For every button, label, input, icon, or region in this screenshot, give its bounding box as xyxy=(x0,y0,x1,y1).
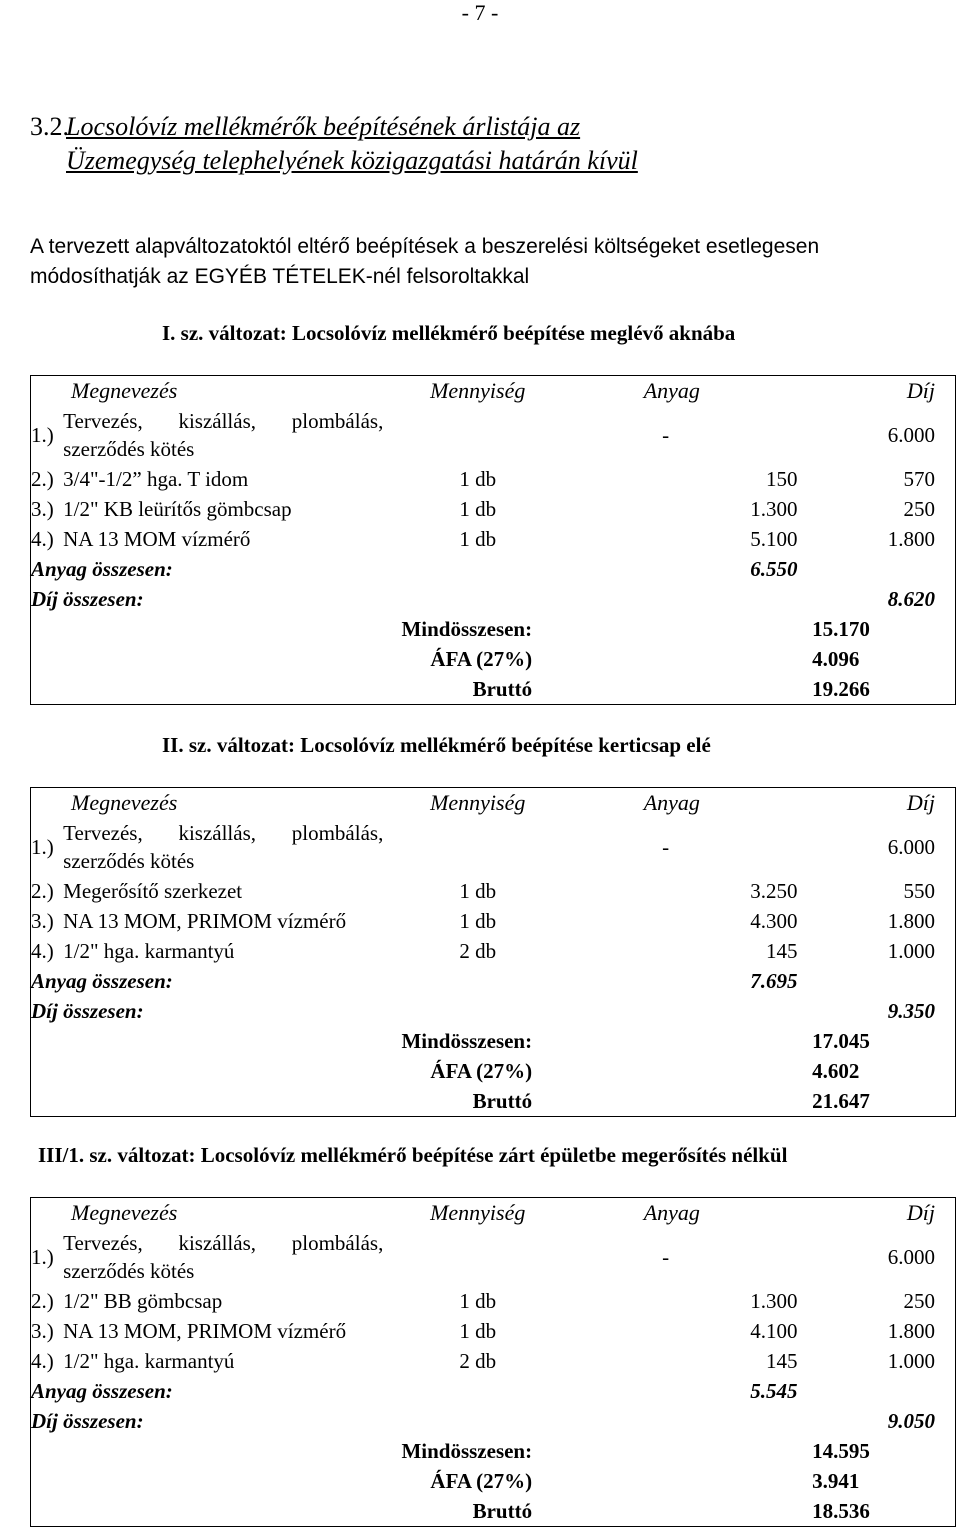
item-qty: 1 db xyxy=(459,467,497,491)
vat-value: 4.096 xyxy=(532,644,955,674)
table-row xyxy=(31,1316,956,1346)
item-material: 1.300 xyxy=(750,497,798,521)
item-qty: 1 db xyxy=(459,497,497,521)
item-name xyxy=(63,818,423,876)
item-fee: 570 xyxy=(811,464,955,494)
item-name: 1/2" KB leürítős gömbcsap xyxy=(63,497,292,521)
item-name-line1: Tervezés, kiszállás, plombálás, xyxy=(63,409,384,433)
item-material: 5.100 xyxy=(750,527,798,551)
section-title-line2: Üzemegység telephelyének közigazgatási határán kívül xyxy=(66,146,638,175)
material-total-value: 7.695 xyxy=(750,969,798,993)
header-name: Megnevezés xyxy=(31,376,424,407)
vat-value: 3.941 xyxy=(532,1466,955,1496)
table-header-row xyxy=(31,788,956,819)
item-fee: 550 xyxy=(811,876,955,906)
fee-total-label: Díj összesen: xyxy=(31,996,533,1026)
item-number: 3.) xyxy=(31,1316,64,1346)
table-row xyxy=(31,936,956,966)
table-row xyxy=(31,494,956,524)
item-fee: 1.800 xyxy=(811,524,955,554)
grand-total-row xyxy=(31,614,956,644)
item-material: 4.100 xyxy=(750,1319,798,1343)
item-qty: 1 db xyxy=(459,909,497,933)
gross-total-value: 21.647 xyxy=(532,1086,955,1117)
item-material: 4.300 xyxy=(750,909,798,933)
header-mat: Anyag xyxy=(532,788,811,819)
table-row xyxy=(31,818,956,876)
fee-total-mat-empty xyxy=(532,584,811,614)
table-row xyxy=(31,1286,956,1316)
price-table xyxy=(30,375,956,705)
item-material: 145 xyxy=(765,939,798,963)
item-material: 3.250 xyxy=(750,879,798,903)
fee-total-row xyxy=(31,996,956,1026)
table-row xyxy=(31,1228,956,1286)
item-fee: 6.000 xyxy=(811,1228,955,1286)
header-fee: Díj xyxy=(811,788,955,819)
item-qty xyxy=(423,406,532,464)
item-fee: 250 xyxy=(811,1286,955,1316)
item-number: 3.) xyxy=(31,494,64,524)
item-number: 3.) xyxy=(31,906,64,936)
material-total-fee-empty xyxy=(811,1376,955,1406)
item-name: 3/4"-1/2” hga. T idom xyxy=(63,467,249,491)
item-name: 1/2" hga. karmantyú xyxy=(63,939,235,963)
page-number: - 7 - xyxy=(461,0,499,25)
vat-row xyxy=(31,1056,956,1086)
item-material: - xyxy=(662,835,670,859)
fee-total-label: Díj összesen: xyxy=(31,1406,533,1436)
header-mat: Anyag xyxy=(532,1198,811,1229)
table-row xyxy=(31,906,956,936)
gross-total-row xyxy=(31,1086,956,1117)
material-total-label: Anyag összesen: xyxy=(31,1376,533,1406)
item-material: - xyxy=(662,423,670,447)
price-table xyxy=(30,787,956,1117)
section-number: 3.2. xyxy=(30,112,69,141)
item-qty: 1 db xyxy=(459,1319,497,1343)
material-total-value: 6.550 xyxy=(750,557,798,581)
variant-title: III/1. sz. változat: Locsolóvíz mellékmérő beépítése zárt épületbe megerősítés nélkül xyxy=(38,1143,788,1167)
gross-total-value: 18.536 xyxy=(532,1496,955,1527)
item-fee: 1.800 xyxy=(811,1316,955,1346)
item-name-line1: Tervezés, kiszállás, plombálás, xyxy=(63,1231,384,1255)
table-header-row xyxy=(31,376,956,407)
vat-row xyxy=(31,644,956,674)
fee-total-row xyxy=(31,1406,956,1436)
item-material: 150 xyxy=(765,467,798,491)
material-total-fee-empty xyxy=(811,966,955,996)
grand-total-value: 14.595 xyxy=(532,1436,955,1466)
fee-total-mat-empty xyxy=(532,1406,811,1436)
material-total-row xyxy=(31,554,956,584)
header-fee: Díj xyxy=(811,376,955,407)
header-qty: Mennyiség xyxy=(423,1198,532,1229)
item-number: 2.) xyxy=(31,1286,64,1316)
table-header-row xyxy=(31,1198,956,1229)
vat-label: ÁFA (27%) xyxy=(31,1056,533,1086)
item-material: 145 xyxy=(765,1349,798,1373)
grand-total-value: 15.170 xyxy=(532,614,955,644)
item-name: NA 13 MOM vízmérő xyxy=(63,527,251,551)
item-number: 1.) xyxy=(31,818,64,876)
header-mat: Anyag xyxy=(532,376,811,407)
item-qty: 1 db xyxy=(459,1289,497,1313)
header-qty: Mennyiség xyxy=(423,376,532,407)
item-number: 2.) xyxy=(31,876,64,906)
vat-label: ÁFA (27%) xyxy=(31,644,533,674)
item-qty: 1 db xyxy=(459,527,497,551)
item-fee: 6.000 xyxy=(811,818,955,876)
item-name-line1: Tervezés, kiszállás, plombálás, xyxy=(63,821,384,845)
item-number: 2.) xyxy=(31,464,64,494)
item-qty: 1 db xyxy=(459,879,497,903)
item-material: 1.300 xyxy=(750,1289,798,1313)
fee-total-mat-empty xyxy=(532,996,811,1026)
material-total-row xyxy=(31,1376,956,1406)
gross-total-label: Bruttó xyxy=(31,674,533,705)
item-qty xyxy=(423,818,532,876)
item-name: Megerősítő szerkezet xyxy=(63,879,243,903)
gross-total-value: 19.266 xyxy=(532,674,955,705)
grand-total-label: Mindösszesen: xyxy=(31,1026,533,1056)
item-number: 4.) xyxy=(31,1346,64,1376)
item-name-line2: szerződés kötés xyxy=(63,437,195,461)
item-fee: 6.000 xyxy=(811,406,955,464)
material-total-label: Anyag összesen: xyxy=(31,966,533,996)
table-row xyxy=(31,1346,956,1376)
intro-text: A tervezett alapváltozatoktól eltérő beépítések a beszerelési költségeket esetlegesen módosíthatják az EGYÉB TÉTELEK-nél felsoroltakkal xyxy=(30,235,820,288)
item-fee: 1.800 xyxy=(811,906,955,936)
item-name xyxy=(63,406,423,464)
material-total-value: 5.545 xyxy=(750,1379,798,1403)
item-fee: 1.000 xyxy=(811,1346,955,1376)
table-row xyxy=(31,464,956,494)
gross-total-row xyxy=(31,1496,956,1527)
section-title-line1: Locsolóvíz mellékmérők beépítésének árlistája az xyxy=(66,112,581,141)
material-total-row xyxy=(31,966,956,996)
material-total-fee-empty xyxy=(811,554,955,584)
item-qty: 2 db xyxy=(459,939,497,963)
item-fee: 1.000 xyxy=(811,936,955,966)
item-name: 1/2" BB gömbcsap xyxy=(63,1289,223,1313)
item-number: 4.) xyxy=(31,936,64,966)
grand-total-value: 17.045 xyxy=(532,1026,955,1056)
item-qty: 2 db xyxy=(459,1349,497,1373)
vat-label: ÁFA (27%) xyxy=(31,1466,533,1496)
fee-total-value: 9.050 xyxy=(811,1406,955,1436)
item-name xyxy=(63,1228,423,1286)
item-name-line2: szerződés kötés xyxy=(63,849,195,873)
grand-total-row xyxy=(31,1026,956,1056)
header-name: Megnevezés xyxy=(31,1198,424,1229)
item-name-line2: szerződés kötés xyxy=(63,1259,195,1283)
table-row xyxy=(31,406,956,464)
fee-total-label: Díj összesen: xyxy=(31,584,533,614)
item-name: NA 13 MOM, PRIMOM vízmérő xyxy=(63,909,347,933)
item-name: 1/2" hga. karmantyú xyxy=(63,1349,235,1373)
variant-title: II. sz. változat: Locsolóvíz mellékmérő beépítése kerticsap elé xyxy=(162,733,711,757)
header-name: Megnevezés xyxy=(31,788,424,819)
header-qty: Mennyiség xyxy=(423,788,532,819)
gross-total-label: Bruttó xyxy=(31,1496,533,1527)
grand-total-label: Mindösszesen: xyxy=(31,614,533,644)
gross-total-label: Bruttó xyxy=(31,1086,533,1117)
fee-total-value: 9.350 xyxy=(811,996,955,1026)
item-number: 1.) xyxy=(31,1228,64,1286)
item-fee: 250 xyxy=(811,494,955,524)
item-name: NA 13 MOM, PRIMOM vízmérő xyxy=(63,1319,347,1343)
section-heading xyxy=(30,110,638,178)
gross-total-row xyxy=(31,674,956,705)
price-table xyxy=(30,1197,956,1527)
fee-total-value: 8.620 xyxy=(811,584,955,614)
grand-total-row xyxy=(31,1436,956,1466)
vat-value: 4.602 xyxy=(532,1056,955,1086)
item-number: 4.) xyxy=(31,524,64,554)
item-qty xyxy=(423,1228,532,1286)
vat-row xyxy=(31,1466,956,1496)
table-row xyxy=(31,524,956,554)
variant-title: I. sz. változat: Locsolóvíz mellékmérő beépítése meglévő aknába xyxy=(162,321,736,345)
grand-total-label: Mindösszesen: xyxy=(31,1436,533,1466)
fee-total-row xyxy=(31,584,956,614)
item-number: 1.) xyxy=(31,406,64,464)
table-row xyxy=(31,876,956,906)
header-fee: Díj xyxy=(811,1198,955,1229)
material-total-label: Anyag összesen: xyxy=(31,554,533,584)
item-material: - xyxy=(662,1245,670,1269)
